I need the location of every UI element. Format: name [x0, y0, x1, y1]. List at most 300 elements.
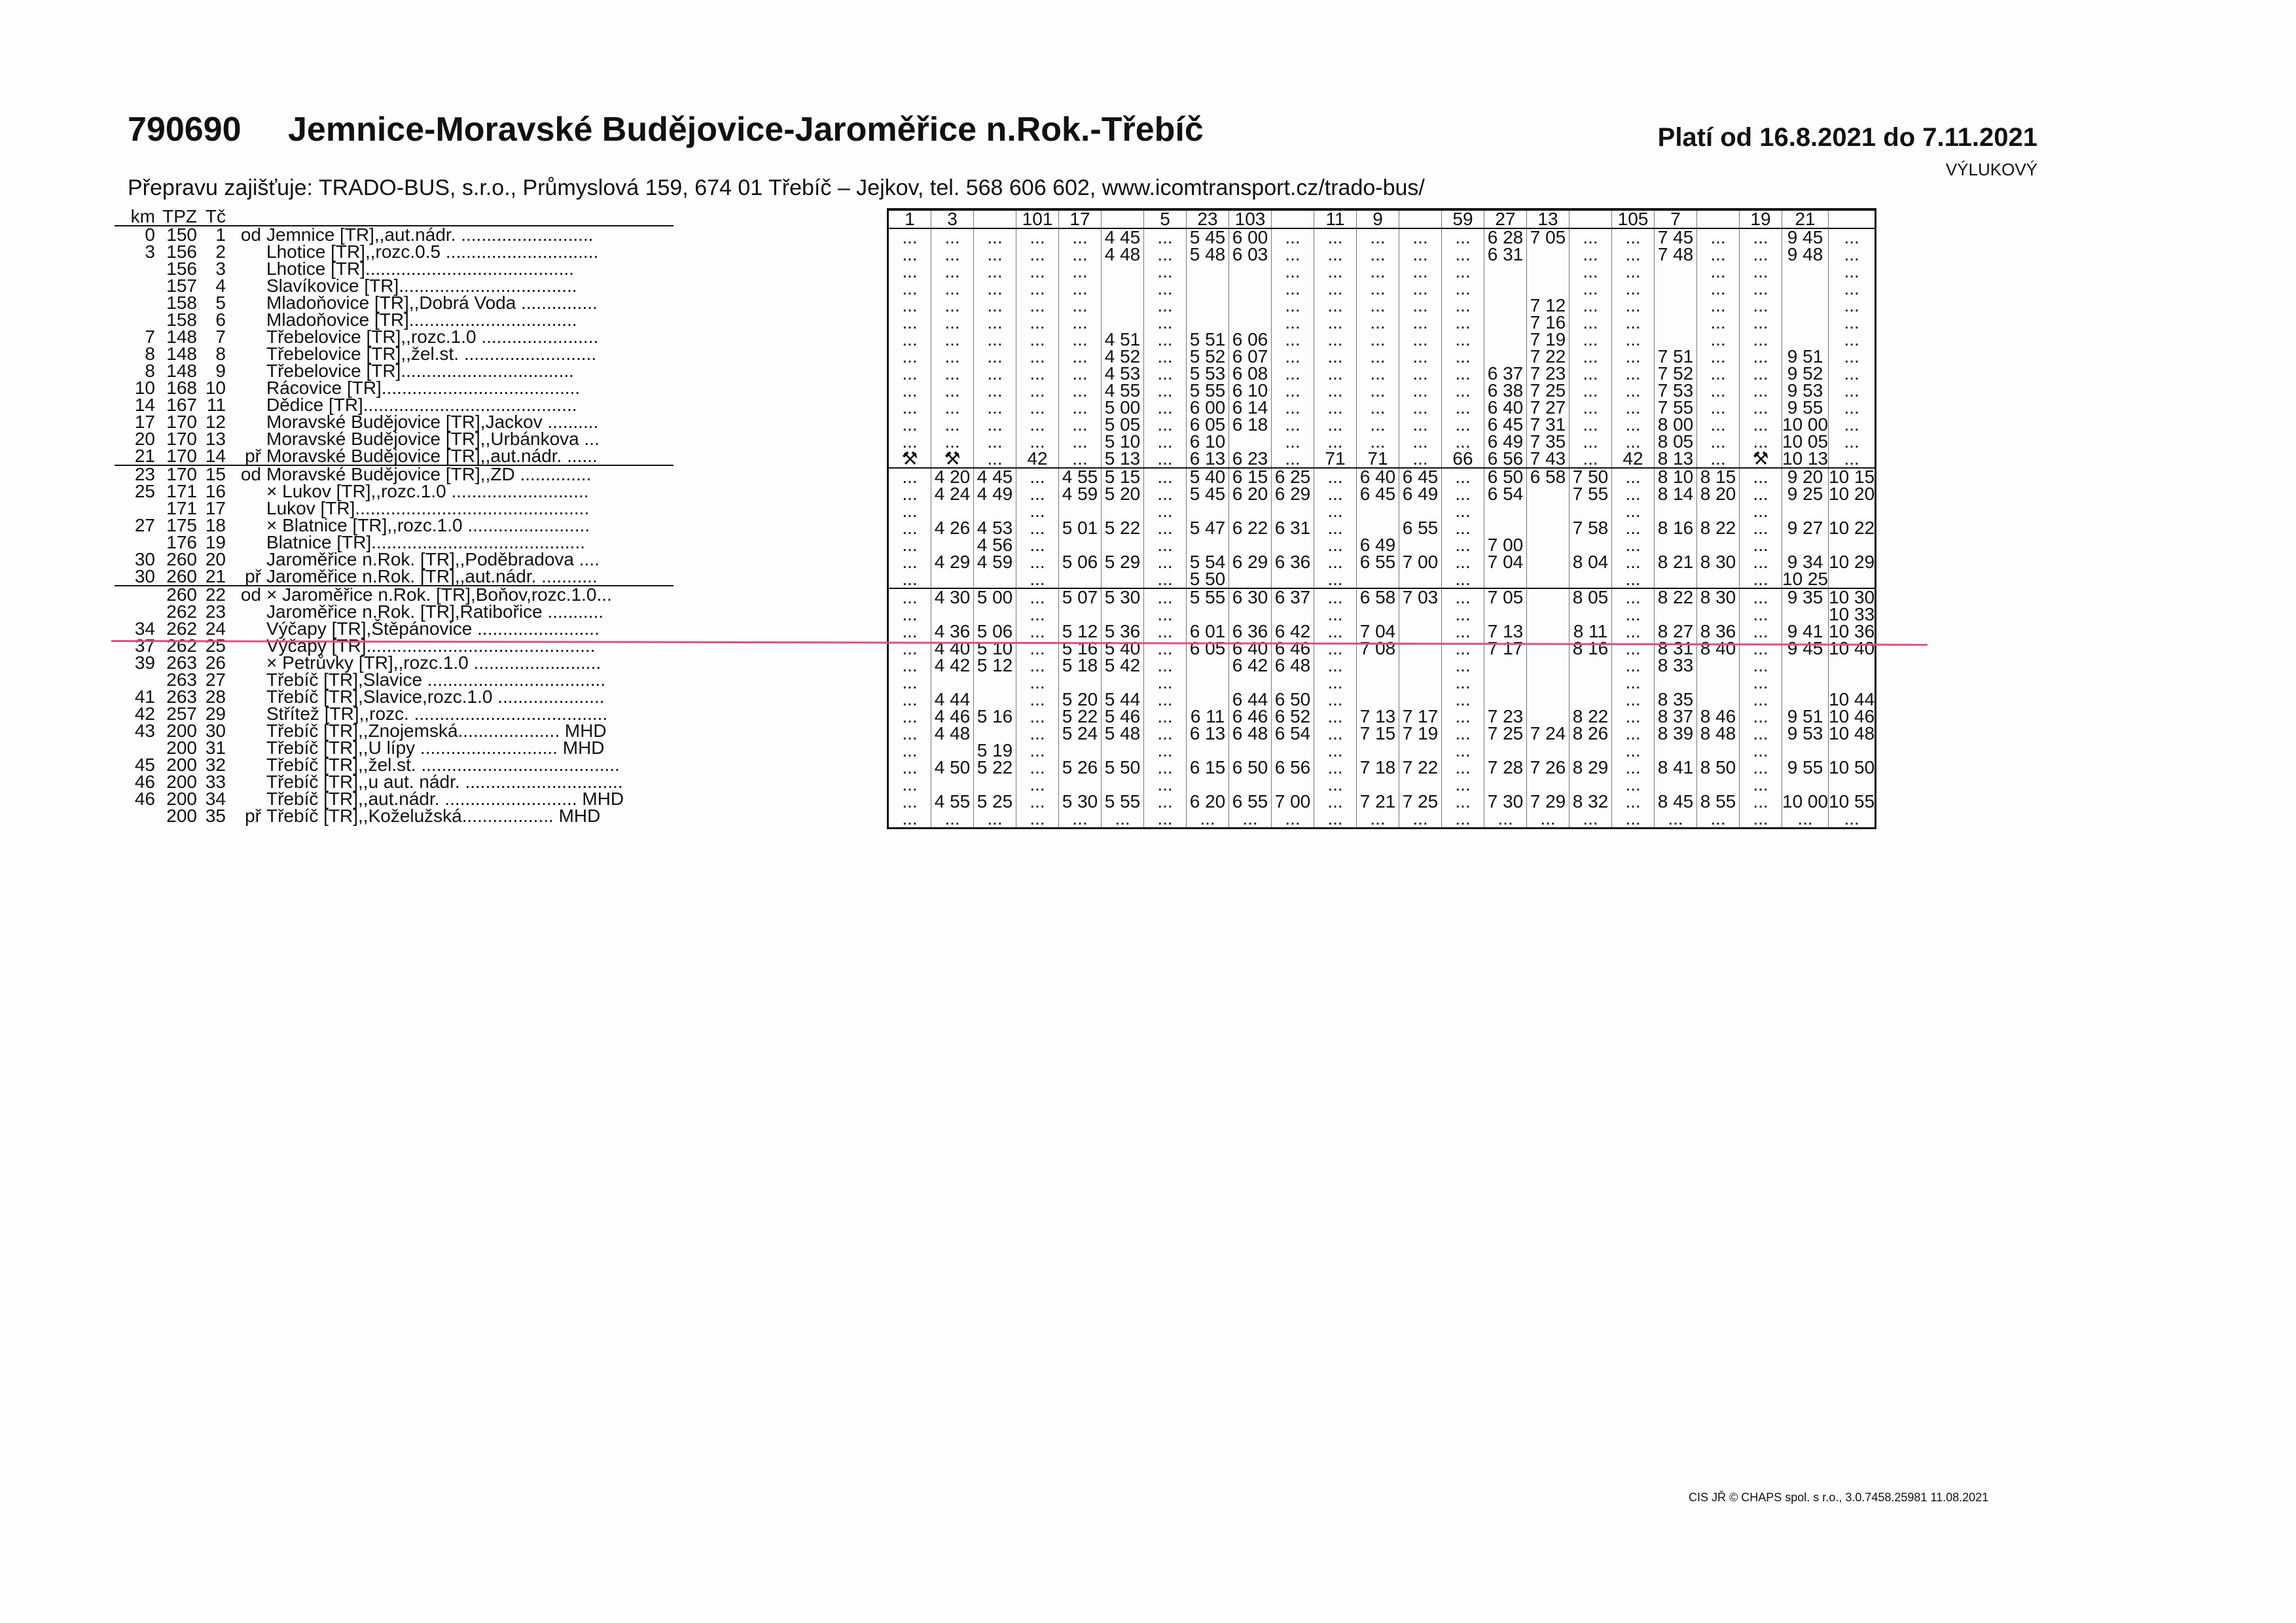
time-cell: 6 56: [1484, 450, 1527, 468]
stops-table: [115, 208, 673, 825]
time-cell: ...: [1314, 365, 1357, 382]
time-cell: 4 56: [974, 537, 1016, 554]
time-cell: 7 27: [1527, 399, 1570, 416]
time-cell: 7 21: [1357, 793, 1399, 810]
time-cell: ...: [931, 331, 974, 348]
time-cell: 7 52: [1655, 365, 1697, 382]
stop-km: 20: [134, 429, 155, 449]
time-cell: ...: [1442, 297, 1484, 314]
time-cell: 8 11: [1570, 623, 1612, 640]
time-cell: ...: [888, 793, 931, 810]
time-cell: ...: [1399, 228, 1442, 246]
stop-tpz: 158: [166, 293, 197, 313]
time-cell: ...: [1314, 280, 1357, 297]
time-cell: 5 00: [974, 588, 1016, 606]
time-cell: 8 29: [1570, 759, 1612, 776]
time-cell: [1655, 314, 1697, 331]
time-cell: 7 45: [1655, 228, 1697, 246]
time-cell: 7 30: [1484, 793, 1527, 810]
time-cell: ...: [1016, 246, 1059, 263]
time-cell: 7 55: [1570, 486, 1612, 503]
time-cell: 7 26: [1527, 759, 1570, 776]
stop-name: Třebelovice [TR],,žel.st. ..........................: [266, 344, 597, 364]
stop-row: [115, 465, 673, 483]
time-cell: ...: [1829, 331, 1876, 348]
time-cell: [1484, 503, 1527, 520]
stop-tpz: 148: [166, 327, 197, 347]
time-cell: ...: [1697, 228, 1740, 246]
stop-tc: 4: [215, 276, 226, 296]
time-cell: 5 50: [1102, 759, 1144, 776]
time-cell: ...: [1442, 588, 1484, 606]
time-cell: ...: [888, 297, 931, 314]
stop-name: Třebíč [TR],,u aut. nádr. ...............................: [266, 772, 623, 792]
time-cell: 6 37: [1272, 588, 1314, 606]
stop-km: 42: [134, 704, 155, 724]
stop-tpz: 148: [166, 361, 197, 381]
stop-tpz: 175: [166, 515, 197, 535]
trip-number: 21: [1782, 209, 1829, 228]
stop-name: Mladoňovice [TR],,Dobrá Voda ...............: [266, 293, 598, 313]
time-cell: ...: [1442, 537, 1484, 554]
time-cell: 8 10: [1655, 468, 1697, 486]
time-cell: ...: [931, 246, 974, 263]
time-cell: ...: [931, 297, 974, 314]
time-cell: 8 22: [1570, 708, 1612, 725]
time-cell: 5 26: [1059, 759, 1102, 776]
stop-tc: 3: [215, 259, 226, 279]
operator-info: Přepravu zajišťuje: TRADO-BUS, s.r.o., Průmyslová 159, 674 01 Třebíč – Jejkov, tel. 568 606 602, www.icomtransport.cz/trado-bus/: [128, 175, 1425, 200]
time-cell: ...: [1272, 297, 1314, 314]
time-cell: ...: [1612, 416, 1655, 433]
time-cell: 5 30: [1059, 793, 1102, 810]
stop-tc: 7: [215, 327, 226, 347]
time-cell: 7 16: [1527, 314, 1570, 331]
stop-tpz: 262: [166, 618, 197, 639]
stop-tpz: 200: [166, 772, 197, 792]
time-cell: 7 18: [1357, 759, 1399, 776]
time-cell: ...: [888, 228, 931, 246]
time-cell: ...: [1740, 588, 1782, 606]
time-cell: ...: [1442, 520, 1484, 537]
time-cell: ...: [1314, 520, 1357, 537]
time-cell: 4 45: [1102, 228, 1144, 246]
time-cell: ...: [931, 810, 974, 829]
time-cell: ...: [1272, 263, 1314, 280]
time-cell: 7 58: [1570, 520, 1612, 537]
stop-tpz: 200: [166, 789, 197, 809]
stop-km: [115, 586, 156, 603]
times-row: [888, 810, 1876, 829]
time-cell: 8 33: [1655, 657, 1697, 674]
time-cell: [1484, 571, 1527, 588]
stop-name: Lhotice [TR].........................................: [266, 259, 574, 279]
time-cell: ...: [1314, 708, 1357, 725]
time-cell: 6 40: [1357, 468, 1399, 486]
time-cell: ...: [1144, 399, 1187, 416]
stop-name: Třebíč [TR],,aut.nádr. .......................... MHD: [266, 789, 624, 809]
stop-direction: [227, 277, 262, 294]
time-cell: 4 26: [931, 520, 974, 537]
time-cell: 7 25: [1484, 725, 1527, 742]
stop-tpz: 176: [166, 532, 197, 552]
stop-km: [115, 277, 156, 294]
stop-direction: [227, 774, 262, 791]
time-cell: ...: [1399, 450, 1442, 468]
time-cell: 6 15: [1229, 468, 1272, 486]
time-cell: ...: [1144, 742, 1187, 759]
times-row: [888, 450, 1876, 468]
time-cell: ...: [888, 314, 931, 331]
time-cell: 5 00: [1102, 399, 1144, 416]
time-cell: 6 48: [1272, 657, 1314, 674]
time-cell: ...: [1357, 314, 1399, 331]
time-cell: ...: [1314, 623, 1357, 640]
time-cell: 6 50: [1484, 468, 1527, 486]
stop-tpz: 156: [166, 259, 197, 279]
time-cell: ...: [1314, 486, 1357, 503]
time-cell: 6 29: [1272, 486, 1314, 503]
time-cell: ...: [1016, 674, 1059, 691]
time-cell: ...: [1399, 331, 1442, 348]
time-cell: ...: [1144, 623, 1187, 640]
time-cell: ...: [1399, 382, 1442, 399]
time-cell: 5 20: [1059, 691, 1102, 708]
times-row: [888, 588, 1876, 606]
stop-direction: [227, 260, 262, 277]
time-cell: [1829, 657, 1876, 674]
time-cell: ...: [1740, 228, 1782, 246]
times-row: [888, 468, 1876, 486]
time-cell: ...: [1016, 708, 1059, 725]
stop-km: [115, 808, 156, 825]
time-cell: 5 46: [1102, 708, 1144, 725]
time-cell: [1229, 263, 1272, 280]
time-cell: 6 50: [1229, 759, 1272, 776]
time-cell: 9 34: [1782, 554, 1829, 571]
stop-tc: 26: [205, 652, 226, 673]
time-cell: ...: [1272, 416, 1314, 433]
stop-km: [115, 294, 156, 312]
time-cell: ...: [1016, 588, 1059, 606]
time-cell: ...: [1016, 486, 1059, 503]
time-cell: 5 05: [1102, 416, 1144, 433]
time-cell: [1187, 263, 1229, 280]
time-cell: [1782, 280, 1829, 297]
time-cell: ...: [974, 297, 1016, 314]
time-cell: [1782, 297, 1829, 314]
stop-km: 25: [134, 481, 155, 501]
time-cell: ...: [1697, 314, 1740, 331]
line-number: 790690: [128, 111, 242, 149]
time-cell: 8 27: [1655, 623, 1697, 640]
time-cell: ...: [1399, 416, 1442, 433]
stop-km: 7: [145, 327, 155, 347]
time-cell: 10 13: [1782, 448, 1829, 469]
time-cell: ...: [1740, 246, 1782, 263]
time-cell: ...: [1442, 776, 1484, 793]
trip-number: 59: [1442, 209, 1484, 228]
time-cell: ...: [1740, 623, 1782, 640]
time-cell: ...: [1144, 297, 1187, 314]
time-cell: 5 52: [1187, 348, 1229, 365]
time-cell: ...: [1357, 228, 1399, 246]
time-cell: 8 16: [1655, 520, 1697, 537]
time-cell: ...: [1144, 246, 1187, 263]
time-cell: 6 55: [1357, 554, 1399, 571]
stop-direction: [227, 705, 262, 722]
time-cell: ...: [1059, 331, 1102, 348]
time-cell: 8 21: [1655, 554, 1697, 571]
time-cell: 7 23: [1484, 708, 1527, 725]
stop-tc: 19: [205, 532, 226, 552]
time-cell: ...: [1612, 228, 1655, 246]
time-cell: 8 30: [1697, 588, 1740, 606]
time-cell: ...: [1612, 382, 1655, 399]
time-cell: 9 35: [1782, 588, 1829, 606]
time-cell: ...: [1399, 399, 1442, 416]
time-cell: 5 44: [1102, 691, 1144, 708]
time-cell: ...: [1442, 468, 1484, 486]
time-cell: 9 41: [1782, 623, 1829, 640]
time-cell: ...: [1697, 365, 1740, 382]
time-cell: [1272, 571, 1314, 588]
time-cell: ...: [1570, 246, 1612, 263]
time-cell: 6 55: [1399, 520, 1442, 537]
stop-tc: 29: [205, 704, 226, 724]
time-cell: ...: [1399, 314, 1442, 331]
time-cell: ...: [1442, 554, 1484, 571]
time-cell: ...: [888, 725, 931, 742]
time-cell: ...: [1442, 793, 1484, 810]
time-cell: ...: [1059, 433, 1102, 450]
time-cell: ...: [974, 246, 1016, 263]
time-cell: 4 50: [931, 759, 974, 776]
time-cell: ...: [1016, 742, 1059, 759]
time-cell: 7 23: [1527, 365, 1570, 382]
time-cell: 5 25: [974, 793, 1016, 810]
stop-tpz: 170: [166, 429, 197, 449]
time-cell: [1527, 246, 1570, 263]
time-cell: 9 51: [1782, 708, 1829, 725]
time-cell: ...: [931, 280, 974, 297]
time-cell: ...: [1442, 640, 1484, 657]
time-cell: 5 55: [1187, 588, 1229, 606]
time-cell: ...: [1829, 416, 1876, 433]
time-cell: ...: [888, 742, 931, 759]
stop-km: [115, 260, 156, 277]
trip-number: [1570, 209, 1612, 228]
stop-direction: [227, 671, 262, 688]
time-cell: 6 46: [1272, 640, 1314, 657]
time-cell: ...: [1144, 571, 1187, 588]
time-cell: 5 29: [1102, 554, 1144, 571]
time-cell: 4 42: [931, 657, 974, 674]
time-cell: ...: [1144, 382, 1187, 399]
time-cell: [1102, 297, 1144, 314]
time-cell: 9 48: [1782, 246, 1829, 263]
time-cell: ...: [888, 571, 931, 588]
time-cell: ...: [1314, 657, 1357, 674]
stop-km: 17: [134, 412, 155, 432]
stop-name: Jaroměřice n.Rok. [TR],Ratibořice ...........: [266, 601, 604, 622]
time-cell: 9 25: [1782, 486, 1829, 503]
time-cell: 8 15: [1697, 468, 1740, 486]
time-cell: 4 59: [974, 554, 1016, 571]
time-cell: ...: [888, 776, 931, 793]
time-cell: 4 55: [931, 793, 974, 810]
time-cell: [1527, 520, 1570, 537]
time-cell: [1484, 314, 1527, 331]
trip-number: [974, 209, 1016, 228]
stop-km: 45: [134, 755, 155, 775]
time-cell: ...: [1612, 588, 1655, 606]
time-cell: ...: [1740, 503, 1782, 520]
time-cell: 6 55: [1229, 793, 1272, 810]
time-cell: ...: [1016, 280, 1059, 297]
time-cell: [974, 571, 1016, 588]
time-cell: ...: [1442, 416, 1484, 433]
time-cell: ...: [1697, 399, 1740, 416]
time-cell: [1570, 571, 1612, 588]
time-cell: [1782, 657, 1829, 674]
time-cell: ...: [1059, 263, 1102, 280]
time-cell: 7 28: [1484, 759, 1527, 776]
time-cell: ...: [1059, 297, 1102, 314]
time-cell: 10 33: [1829, 604, 1875, 624]
time-cell: ...: [1229, 810, 1272, 829]
time-cell: [1399, 623, 1442, 640]
stop-km: 14: [134, 395, 155, 415]
stop-direction: [227, 380, 262, 397]
time-cell: ...: [888, 416, 931, 433]
stop-tpz: 148: [166, 344, 197, 364]
time-cell: ...: [1829, 297, 1876, 314]
time-cell: 4 49: [974, 486, 1016, 503]
time-cell: ...: [1314, 691, 1357, 708]
km-header: km: [115, 208, 156, 226]
time-cell: 10 00: [1782, 791, 1829, 812]
time-cell: [1655, 263, 1697, 280]
time-cell: 8 35: [1655, 691, 1697, 708]
time-cell: ...: [1314, 416, 1357, 433]
time-cell: ...: [1442, 725, 1484, 742]
stop-row: [115, 448, 673, 465]
time-cell: ...: [974, 382, 1016, 399]
time-cell: 4 44: [931, 691, 974, 708]
time-cell: 8 31: [1655, 640, 1697, 657]
stop-tc: 33: [205, 772, 226, 792]
time-cell: 6 46: [1229, 708, 1272, 725]
time-cell: ...: [1016, 640, 1059, 657]
time-cell: ...: [1740, 708, 1782, 725]
time-cell: [1527, 623, 1570, 640]
time-cell: 10 29: [1829, 552, 1875, 572]
time-cell: ...: [1314, 399, 1357, 416]
time-cell: ...: [1570, 314, 1612, 331]
time-cell: 10 25: [1782, 569, 1829, 589]
time-cell: [1527, 554, 1570, 571]
time-cell: 8 04: [1570, 554, 1612, 571]
time-cell: 6 50: [1272, 691, 1314, 708]
time-cell: ...: [1829, 365, 1876, 382]
time-cell: ...: [1740, 280, 1782, 297]
time-cell: 7 55: [1655, 399, 1697, 416]
time-cell: ...: [1442, 433, 1484, 450]
time-cell: 4 20: [931, 468, 974, 486]
time-cell: ...: [1272, 399, 1314, 416]
time-cell: 6 25: [1272, 468, 1314, 486]
time-cell: 6 28: [1484, 228, 1527, 246]
time-cell: ...: [1740, 657, 1782, 674]
time-cell: ...: [1272, 280, 1314, 297]
time-cell: 5 48: [1187, 246, 1229, 263]
time-cell: ...: [1314, 674, 1357, 691]
time-cell: ...: [1314, 348, 1357, 365]
time-cell: ...: [1612, 331, 1655, 348]
time-cell: 7 17: [1399, 708, 1442, 725]
time-cell: ...: [1697, 810, 1740, 829]
stop-direction: [227, 534, 262, 551]
time-cell: ...: [1314, 742, 1357, 759]
time-cell: 8 32: [1570, 793, 1612, 810]
trip-number: [1399, 209, 1442, 228]
time-cell: 8 39: [1655, 725, 1697, 742]
stop-name: Třebíč [TR],,Koželužská.................. MHD: [266, 806, 601, 826]
stop-km: 46: [134, 789, 155, 809]
timetable: [115, 208, 2019, 1085]
time-cell: ...: [1612, 246, 1655, 263]
time-cell: ...: [931, 228, 974, 246]
time-cell: 6 01: [1187, 623, 1229, 640]
time-cell: ...: [1314, 588, 1357, 606]
time-cell: 6 36: [1272, 554, 1314, 571]
time-cell: ⚒: [931, 450, 974, 468]
time-cell: 9 53: [1782, 382, 1829, 399]
time-cell: 6 54: [1272, 725, 1314, 742]
time-cell: 8 40: [1697, 640, 1740, 657]
time-cell: 4 48: [931, 725, 974, 742]
time-cell: [1187, 280, 1229, 297]
time-cell: ...: [1740, 640, 1782, 657]
time-cell: ...: [1016, 314, 1059, 331]
time-cell: ...: [1442, 348, 1484, 365]
time-cell: ...: [1059, 416, 1102, 433]
time-cell: ...: [888, 657, 931, 674]
time-cell: ...: [1442, 742, 1484, 759]
time-cell: ...: [974, 365, 1016, 382]
time-cell: ...: [1612, 468, 1655, 486]
time-cell: ...: [888, 759, 931, 776]
time-cell: 10 20: [1829, 484, 1875, 504]
time-cell: ...: [1144, 468, 1187, 486]
time-cell: ...: [974, 433, 1016, 450]
time-cell: 6 45: [1357, 486, 1399, 503]
time-cell: 6 14: [1229, 399, 1272, 416]
time-cell: ...: [1357, 416, 1399, 433]
time-cell: 6 40: [1229, 640, 1272, 657]
trip-number: 9: [1357, 209, 1399, 228]
time-cell: 5 42: [1102, 657, 1144, 674]
stop-name: Jaroměřice n.Rok. [TR],,Poděbradova ....: [266, 549, 600, 569]
time-cell: ...: [1740, 606, 1782, 623]
time-cell: 4 59: [1059, 486, 1102, 503]
time-cell: ...: [1357, 365, 1399, 382]
stop-name: Třebíč [TR],,žel.st. .......................................: [266, 755, 620, 775]
time-cell: [1357, 503, 1399, 520]
stop-direction: [227, 483, 262, 500]
time-cell: ...: [888, 263, 931, 280]
